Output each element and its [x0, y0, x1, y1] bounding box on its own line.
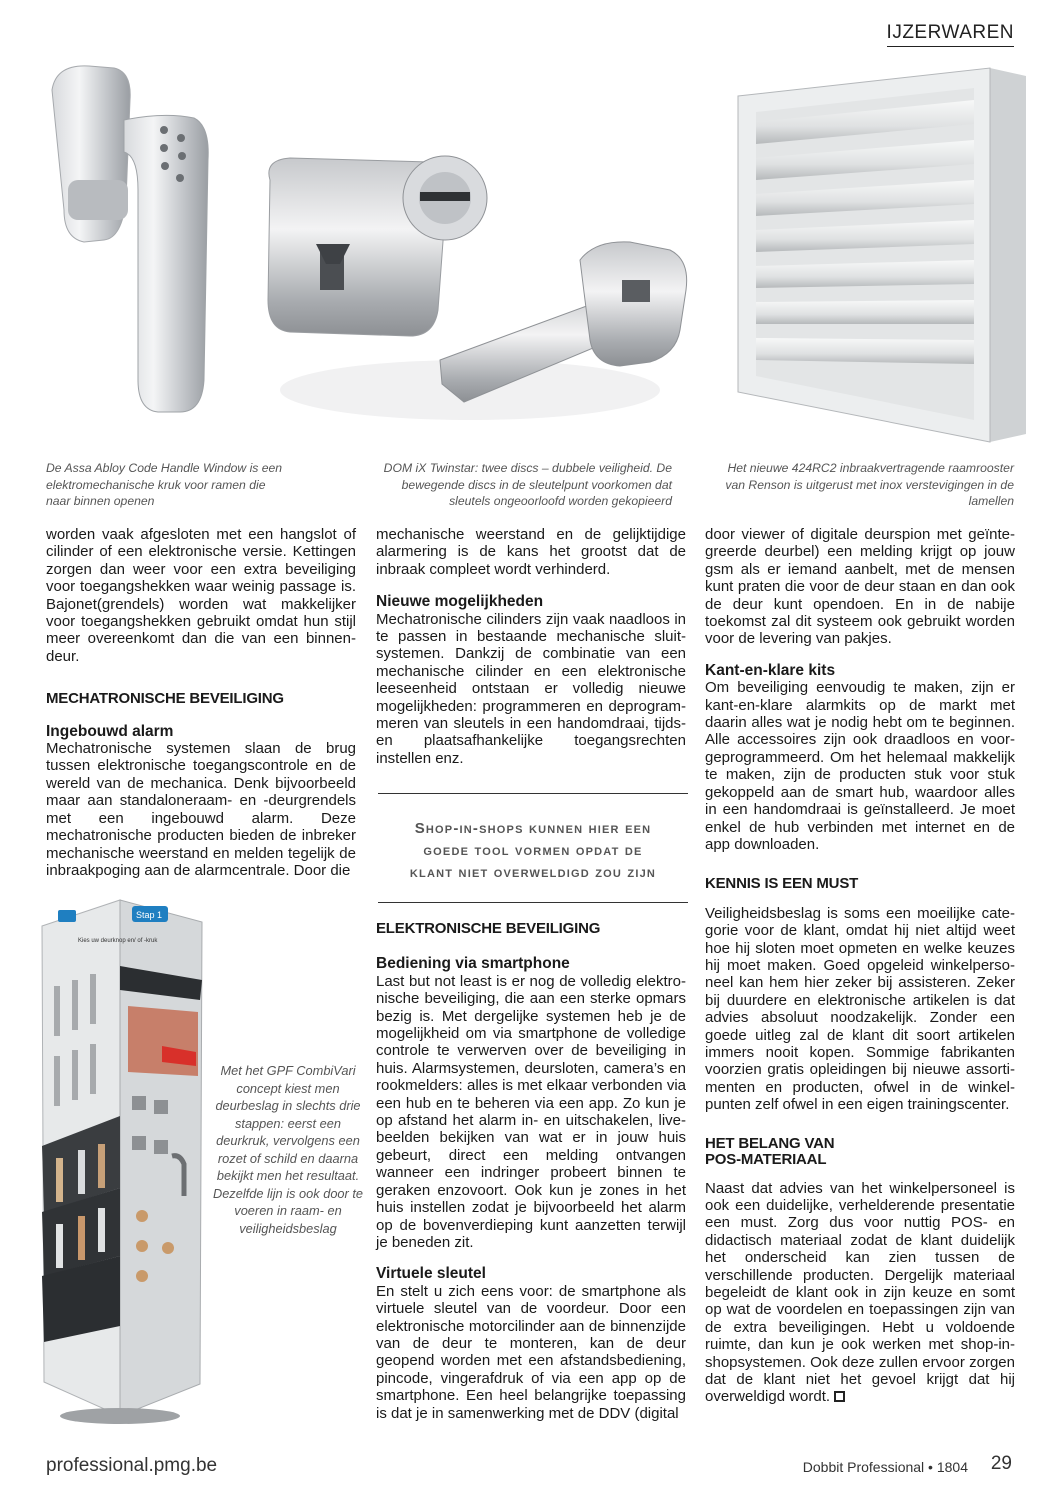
paragraph: door viewer of digitale deurspion met geïntegreerde deurbel) een melding krijgt op jouw gsm als er iemand aanbelt, met de mensen kunt praten die voor de deur staan en dan ook de deur kunt opendoen. En in de nabije toekomst zal dit systeem ook gebruikt worden voor de levering van pakjes. — [705, 526, 1015, 648]
caption-cylinder: DOM iX Twinstar: twee discs – dubbele veiligheid. De bewegende discs in de sleutelpunt voorkomen dat sleutels ongeoorloofd worden gekopieerd — [383, 461, 672, 508]
paragraph — [705, 1180, 1015, 1406]
display-stand-photo — [32, 896, 212, 1426]
pull-quote — [378, 793, 688, 903]
paragraph: Mechatronische systemen slaan de brug tussen elektronische toegangscontrole en de wereld van de mechanica. Denk bijvoorbeeld maar aan standaloneraam- en -deurgrendels met een ingebouwd alarm. Deze mechatronische producten bieden de inbreker mechanische weerstand en melden tegelijk de inbraakpoging aan de alarmcentrale. Door die — [46, 740, 356, 879]
caption-grille: Het nieuwe 424RC2 inbraakvertragende raamrooster van Renson is uitgerust met inox verstevigingen in de lamellen — [725, 461, 1014, 508]
heading-pos-line2: POS-MATERIAAL — [705, 1150, 827, 1168]
paragraph: worden vaak afgesloten met een hangslot of cilinder of een elektronische versie. Kettingen zorgen dan weer voor een extra beveiliging voor toegangshekken waar weinig passage is. Bajonet(grendels) worden wat makkelijker voor toegangshekken gebruikt omdat hun stijl meer overeenkomt dan die van een binnendeur. — [46, 526, 356, 665]
paragraph: Om beveiliging eenvoudig te maken, zijn er kant-en-klare alarmkits op de markt met daarin alles wat je nodig hebt om te beginnen. Alle accessoires zijn ook draadloos en voorgeprogrammeerd. Om het helemaal makkelijk te maken, zijn de producten stuk voor stuk gekoppeld aan de smart hub, waardoor alles in een handomdraai is geïnstalleerd. Je moet enkel de hub verbinden met internet en de app downloaden. — [705, 679, 1015, 853]
page-number: 29 — [990, 1453, 1012, 1474]
display-stap-label: Stap 1 — [136, 910, 163, 920]
footer-url[interactable]: professional.pmg.be — [46, 1455, 218, 1476]
heading-kennis: KENNIS IS EEN MUST — [705, 875, 859, 893]
subheading-ingebouwd-alarm: Ingebouwd alarm — [46, 722, 174, 740]
paragraph: mechanische weerstand en de gelijktijdige alarmering is de kans het grootst dat de inbraak compleet wordt verhinderd. — [376, 526, 686, 578]
heading-mechatronische: MECHATRONISCHE BEVEILIGING — [46, 690, 284, 708]
subheading-bediening-smartphone: Bediening via smartphone — [376, 955, 570, 973]
column-1-upper — [46, 526, 356, 879]
window-handle-photo — [34, 60, 224, 456]
paragraph-text: Naast dat advies van het winkelpersoneel is ook een duidelijke, verhelderende presentatie een must. Zorg dus voor nuttig POS- en didactisch materiaal zodat de klant duidelijk het onderscheid kan zien tussen de verschillende producten. Dergelijk materiaal begeleidt de klant ook in zijn keuze en somt op wat de voordelen en toepassingen zijn van de extra beveiligingen. Hebt u voldoende ruimte, dan kun je ook werken met shop-in-shopsystemen. Ook deze zullen ervoor zorgen dat de klant niet het gevoel krijgt dat hij overweldigd wordt. — [705, 1179, 1015, 1406]
display-sign-text: Kies uw deurknop en/ of -kruk — [78, 938, 158, 944]
subheading-nieuwe-mogelijkheden: Nieuwe mogelijkheden — [376, 593, 544, 611]
ventilation-grille-photo — [734, 62, 1026, 444]
section-tag: IJZERWAREN — [887, 22, 1014, 47]
caption-handle: De Assa Abloy Code Handle Window is een elektromechanische kruk voor ramen die naar binnen openen — [46, 461, 283, 508]
column-2-upper — [376, 526, 686, 767]
heading-elektronische: ELEKTRONISCHE BEVEILIGING — [376, 920, 601, 937]
paragraph: Last but not least is er nog de volledig elektronische beveiliging, die aan een sterke opmars bezig is. Met dergelijke systemen heb je de mogelijkheid om via smartphone de volledige controle te verwerven over de beveiliging in huis. Alarmsystemen, deursloten, camera’s en rookmelders: alles is met elkaar verbonden via een hub en te beheren via een app. Zo kun je op afstand het alarm in- en uitschakelen, livebeelden bekijken van wat er in jouw huis gebeurt, direct een melding ontvangen wanneer een indringer probeert binnen te geraken enzovoort. Ook kun je zones in het huis instellen zodat je bijvoorbeeld het alarm op de bovenverdieping kunt aanzetten terwijl je beneden zit. — [376, 972, 686, 1251]
paragraph: Mechatronische cilinders zijn vaak naadloos in te passen in bestaande mechanische sluitsystemen. Dankzij de combinatie van een mechanische cilinder en een elektronische leeseenheid ontstaan er volledig nieuwe mogelijkheden: programmeren en deprogrammeren van sleutels in een handomdraai, tijds- en plaatsafhankelijke toegangsrechten instellen enz. — [376, 610, 686, 767]
caption-display: Met het GPF CombiVari concept kiest men deurbeslag in slechts drie stappen: eerst een deurkruk, vervolgens een rozet of schild en daarna bekijkt men het resultaat. Dezelfde lijn is ook door te voeren in raam- en veiligheidsbeslag — [212, 1063, 364, 1236]
subheading-kant-en-klare-kits: Kant-en-klare kits — [705, 661, 836, 679]
footer-magazine: Dobbit Professional • 1804 — [802, 1459, 968, 1475]
column-2-lower — [376, 920, 686, 1422]
heading-pos-line1: HET BELANG VAN — [705, 1134, 835, 1152]
paragraph: En stelt u zich eens voor: de smartphone als virtuele sleutel van de voordeur. Door een elektronische motorcilinder aan de binnenzijde van de deur te monteren, kan de deur geopend worden met een afstandsbediening, pincode, vingerafdruk of via een app op de smartphone. Een heel belangrijke toepassing is dat je in samenwerking met de DDV (digital — [376, 1282, 686, 1422]
subheading-virtuele-sleutel: Virtuele sleutel — [376, 1265, 486, 1283]
end-of-article-icon — [834, 1391, 845, 1402]
pull-quote-text: Shop-in-shops kunnen hier een goede tool vormen opdat de klant niet overweldigd zou zijn — [409, 820, 657, 881]
column-3 — [705, 526, 1015, 1406]
cylinder-key-photo — [250, 140, 710, 440]
heading-pos-materiaal — [705, 1136, 1015, 1168]
paragraph: Veiligheidsbeslag is soms een moeilijke categorie voor de klant, omdat hij niet altijd weet hoe hij sloten moet opmeten en welke keuzes hij moet maken. Goed opgeleid winkelpersoneel kan hem hier zeker bij assisteren. Zeker bij duurdere en elektronische artikelen is dat advies absoluut noodzakelijk. Zonder een goede uitleg zal de klant dit soort artikelen immers nooit kopen. Sommige fabrikanten voorzien gratis opleidingen bij nieuwe assortimenten en producten, ofwel in de winkelpunten zelf ofwel in een eigen trainingscenter. — [705, 904, 1015, 1114]
